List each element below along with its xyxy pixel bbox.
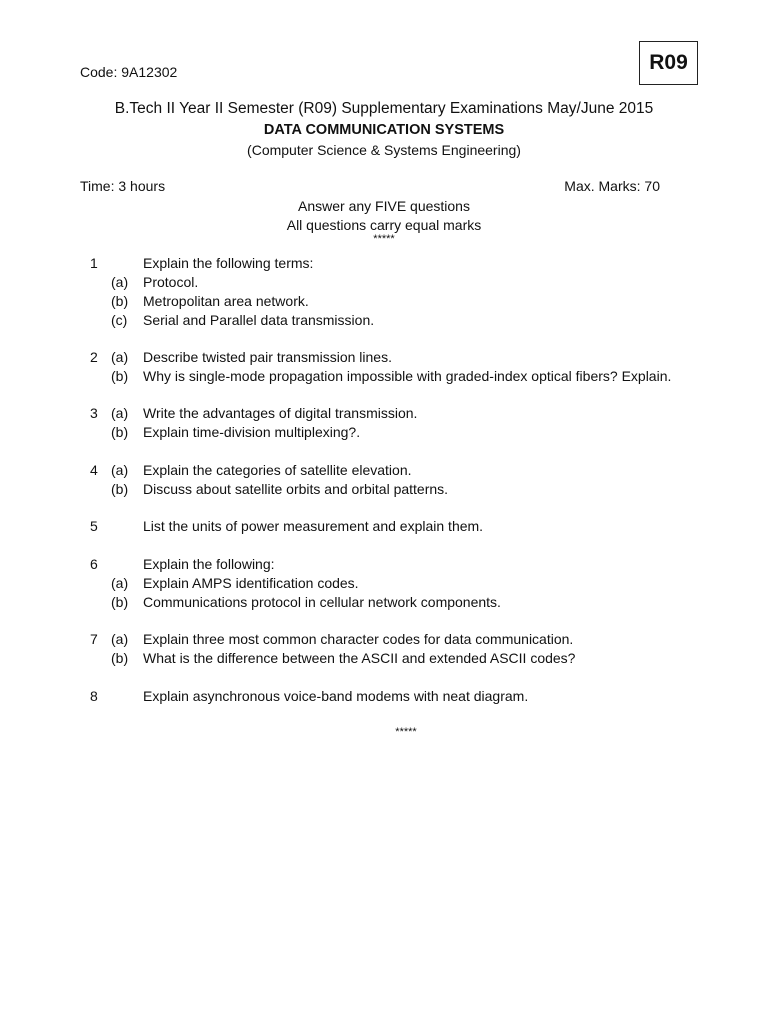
- question-subpart: (b): [111, 424, 129, 440]
- question-text: Metropolitan area network.: [143, 293, 309, 309]
- question-line: [0, 518, 768, 537]
- question-subpart: (a): [111, 462, 129, 478]
- question-number: 8: [90, 688, 98, 704]
- question-subpart: (b): [111, 293, 129, 309]
- question-line: [0, 368, 768, 387]
- question-text: Write the advantages of digital transmission.: [143, 405, 418, 421]
- question-subpart: (b): [111, 594, 129, 610]
- question-number: 5: [90, 518, 98, 534]
- question-text: Explain three most common character codes for data communication.: [143, 631, 574, 647]
- question-subpart: (a): [111, 631, 129, 647]
- exam-duration: Time: 3 hours: [80, 178, 166, 194]
- question-line: [0, 405, 768, 424]
- question-line: [0, 631, 768, 650]
- question-number: 2: [90, 349, 98, 365]
- question-text: Communications protocol in cellular network components.: [143, 594, 501, 610]
- question-subpart: (a): [111, 274, 129, 290]
- question-text: Explain asynchronous voice-band modems with neat diagram.: [143, 688, 529, 704]
- question-text: Describe twisted pair transmission lines.: [143, 349, 392, 365]
- question-text: List the units of power measurement and explain them.: [143, 518, 484, 534]
- question-line: [0, 556, 768, 575]
- question-text: Serial and Parallel data transmission.: [143, 312, 375, 328]
- max-marks: Max. Marks: 70: [564, 178, 660, 194]
- question-subpart: (b): [111, 481, 129, 497]
- question-line: [0, 255, 768, 274]
- subject-title: DATA COMMUNICATION SYSTEMS: [263, 122, 505, 138]
- branch-name: (Computer Science & Systems Engineering): [247, 142, 521, 158]
- instruction-equal-marks: All questions carry equal marks: [286, 217, 482, 233]
- question-text: Explain the categories of satellite elevation.: [143, 462, 412, 478]
- question-number: 3: [90, 405, 98, 421]
- paper-code: Code: 9A12302: [80, 64, 178, 80]
- question-text: Explain the following terms:: [143, 255, 314, 271]
- question-line: [0, 481, 768, 500]
- question-line: [0, 274, 768, 293]
- question-text: Explain the following:: [143, 556, 275, 572]
- question-subpart: (a): [111, 575, 129, 591]
- question-text: Explain AMPS identification codes.: [143, 575, 359, 591]
- question-text: What is the difference between the ASCII and extended ASCII codes?: [143, 650, 576, 666]
- question-number: 1: [90, 255, 98, 271]
- question-subpart: (b): [111, 368, 129, 384]
- question-text: Why is single-mode propagation impossible with graded-index optical fibers? Explain.: [143, 368, 672, 384]
- question-line: [0, 594, 768, 613]
- footer-separator: *****: [395, 726, 417, 738]
- question-line: [0, 650, 768, 669]
- question-line: [0, 349, 768, 368]
- question-line: [0, 293, 768, 312]
- question-subpart: (a): [111, 405, 129, 421]
- question-number: 4: [90, 462, 98, 478]
- instruction-answer-five: Answer any FIVE questions: [298, 198, 470, 214]
- regulation-badge: R09: [639, 41, 698, 85]
- question-number: 6: [90, 556, 98, 572]
- question-text: Explain time-division multiplexing?.: [143, 424, 361, 440]
- question-number: 7: [90, 631, 98, 647]
- question-line: [0, 312, 768, 331]
- exam-title: B.Tech II Year II Semester (R09) Supplementary Examinations May/June 2015: [114, 100, 654, 117]
- header-separator: *****: [373, 233, 395, 245]
- question-text: Protocol.: [143, 274, 199, 290]
- question-subpart: (c): [111, 312, 128, 328]
- question-text: Discuss about satellite orbits and orbital patterns.: [143, 481, 449, 497]
- question-line: [0, 424, 768, 443]
- question-line: [0, 462, 768, 481]
- question-line: [0, 688, 768, 707]
- question-subpart: (a): [111, 349, 129, 365]
- question-subpart: (b): [111, 650, 129, 666]
- question-line: [0, 575, 768, 594]
